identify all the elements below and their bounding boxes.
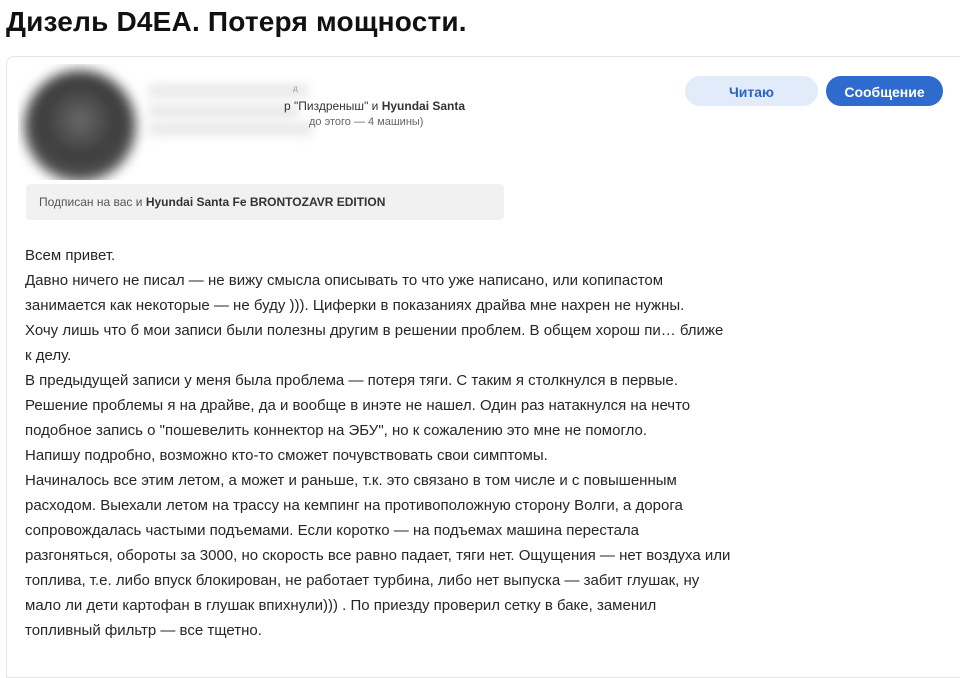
post-body-line: подобное запись о "пошевелить коннектор на ЭБУ", но к сожалению это мне не помогло. (25, 422, 648, 439)
author-car-link[interactable]: Hyundai Santa (381, 99, 466, 113)
author-cars-prefix: р "Пиздреныш" и (284, 99, 379, 113)
blurred-avatar-image (24, 70, 136, 180)
post-body-line: расходом. Выехали летом на трассу на кемпинг на противоположную сторону Волги, а дорога (25, 497, 683, 514)
subscription-prefix: Подписан на вас и (39, 195, 143, 209)
post-body-line: разгоняться, обороты за 3000, но скорость все равно падает, тяги нет. Ощущения — нет воздуха или (25, 547, 731, 564)
subscription-car-link[interactable]: Hyundai Santa Fe BRONTOZAVR EDITION (145, 195, 386, 209)
post-body-line: сопровождалась частыми подъемами. Если коротко — на подъемах машина перестала (25, 522, 640, 539)
post-body-line: Начиналось все этим летом, а может и раньше, т.к. это связано в том числе и с повышенным (25, 472, 677, 489)
post-body-line: Всем привет. (25, 247, 116, 264)
author-block (18, 64, 318, 180)
post-body-line: к делу. (25, 347, 72, 364)
post-body-line: топлива, т.е. либо впуск блокирован, не работает турбина, либо нет выпуска — забит глушак, ну (25, 572, 700, 589)
post-body-line: Решение проблемы я на драйве, да и вообще в инэте не нашел. Один раз натакнулся на нечто (25, 397, 691, 414)
message-button[interactable]: Сообщение (826, 76, 943, 106)
post-body-line: Хочу лишь что б мои записи были полезны другим в решении проблем. В общем хорош пи… ближе (25, 322, 724, 339)
blurred-text (148, 104, 298, 118)
page-title: Дизель D4EA. Потеря мощности. (6, 6, 467, 37)
post-body-line: мало ли дети картофан в глушак впихнули))) . По приезду проверил сетку в баке, заменил (25, 597, 657, 614)
post-body-line: топливный фильтр — все тщетно. (25, 622, 262, 639)
subscription-notice (26, 184, 504, 220)
post-body-line: Давно ничего не писал — не вижу смысла описывать то что уже написано, или копипастом (25, 272, 664, 289)
post-body-line: занимается как некоторые — не буду ))). Циферки в показаниях драйва мне нахрен не нужны. (25, 297, 685, 314)
author-previous-cars: до этого — 4 машины) (309, 116, 424, 128)
author-meta: д (293, 84, 298, 93)
blurred-name (148, 84, 308, 98)
post-body (25, 243, 845, 643)
author-cars (284, 99, 465, 113)
post-body-line: Напишу подробно, возможно кто-то сможет почувствовать свои симптомы. (25, 447, 548, 464)
reading-button[interactable]: Читаю (685, 76, 818, 106)
post-body-line: В предыдущей записи у меня была проблема — потеря тяги. С таким я столкнулся в первые. (25, 372, 678, 389)
avatar[interactable] (18, 64, 318, 180)
blurred-text (148, 122, 313, 136)
